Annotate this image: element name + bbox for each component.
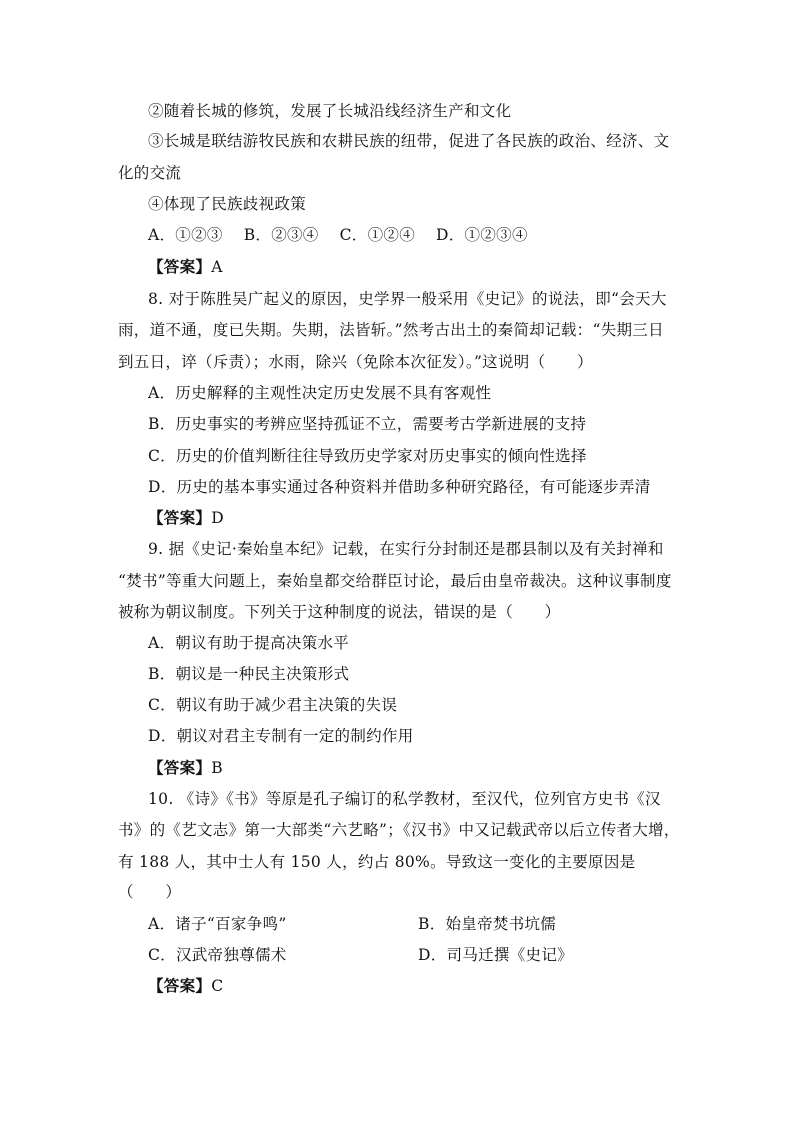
- q9-stem-line-2: “焚书”等重大问题上，秦始皇都交给群臣讨论，最后由皇帝裁决。这种议事制度: [118, 572, 672, 590]
- q10-stem-line-2: 书》的《艺文志》第一大部类“六艺略”；《汉书》中又记载武帝以后立传者大增，: [118, 821, 680, 839]
- q8-answer: [148, 508, 224, 528]
- q8-option-c: C．历史的价值判断往往导致历史学家对历史事实的倾向性选择: [148, 447, 587, 465]
- q9-option-d: D．朝议对君主专制有一定的制约作用: [148, 727, 414, 745]
- q10-stem-line-3: 有 188 人，其中士人有 150 人，约占 80%。导致这一变化的主要原因是: [118, 853, 636, 871]
- q10-stem-line-4: （ ）: [118, 883, 182, 901]
- answer-label: 【答案】: [148, 508, 212, 527]
- answer-label: 【答案】: [148, 758, 212, 777]
- q10-stem-line-1: 10. 《诗》《书》等原是孔子编订的私学教材，至汉代，位列官方史书《汉: [148, 790, 661, 808]
- q8-stem-line-2: 雨，道不通，度已失期。失期，法皆斩。”然考古出土的秦简却记载：“失期三日: [118, 321, 664, 339]
- q10-option-a: A．诸子“百家争鸣”: [148, 915, 287, 933]
- q8-option-a: A．历史解释的主观性决定历史发展不具有客观性: [148, 384, 492, 402]
- q8-stem-line-1: 8. 对于陈胜吴广起义的原因，史学界一般采用《史记》的说法，即“会天大: [148, 290, 667, 308]
- q7-item-3-line-1: ③长城是联结游牧民族和农耕民族的纽带，促进了各民族的政治、经济、文: [148, 132, 670, 150]
- q9-option-c: C．朝议有助于减少君主决策的失误: [148, 696, 398, 714]
- q10-option-b: B．始皇帝焚书坑儒: [418, 915, 557, 933]
- q7-answer: [148, 257, 223, 277]
- answer-label: 【答案】: [148, 257, 212, 276]
- q9-option-b: B．朝议是一种民主决策形式: [148, 665, 350, 683]
- q10-option-d: D．司马迁撰《史记》: [418, 946, 573, 964]
- q8-stem-line-3: 到五日，谇（斥责）；水雨，除兴（免除本次征发）。”这说明（ ）: [118, 353, 593, 371]
- answer-value: D: [211, 509, 224, 527]
- q9-stem-line-3: 被称为朝议制度。下列关于这种制度的说法，错误的是（ ）: [118, 603, 561, 621]
- q10-answer: [148, 976, 223, 996]
- answer-value: B: [211, 759, 223, 777]
- answer-value: C: [211, 977, 224, 995]
- q7-item-4: ④体现了民族歧视政策: [148, 195, 307, 213]
- q10-option-c: C．汉武帝独尊儒术: [148, 946, 287, 964]
- answer-value: A: [211, 258, 223, 276]
- q8-option-b: B．历史事实的考辨应坚持孤证不立，需要考古学新进展的支持: [148, 415, 587, 433]
- q7-item-2: ②随着长城的修筑，发展了长城沿线经济生产和文化: [148, 102, 512, 120]
- answer-label: 【答案】: [148, 976, 212, 995]
- q7-item-3-line-2: 化的交流: [118, 164, 182, 182]
- q9-stem-line-1: 9. 据《史记·秦始皇本纪》记载，在实行分封制还是郡县制以及有关封禅和: [148, 540, 664, 558]
- q8-option-d: D．历史的基本事实通过各种资料并借助多种研究路径，有可能逐步弄清: [148, 478, 651, 496]
- q9-answer: [148, 758, 223, 778]
- q7-options: A．①②③ B．②③④ C．①②④ D．①②③④: [148, 226, 528, 244]
- q9-option-a: A．朝议有助于提高决策水平: [148, 634, 350, 652]
